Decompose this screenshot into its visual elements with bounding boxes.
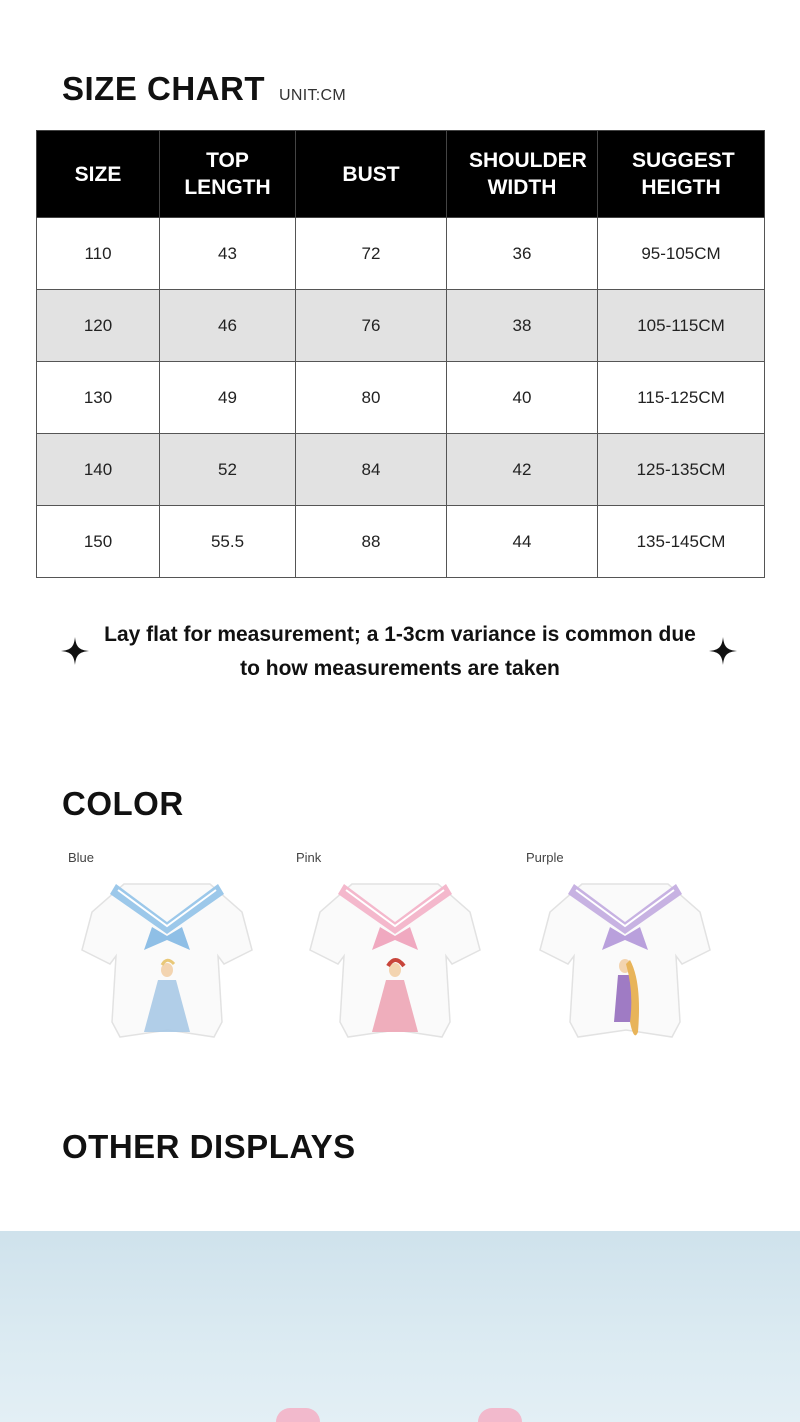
cell-suggest-height: 135-145CM [598, 506, 765, 578]
cell-suggest-height: 105-115CM [598, 290, 765, 362]
header-bust: BUST [296, 131, 447, 218]
cell-shoulder-width: 42 [447, 434, 598, 506]
cell-size: 140 [37, 434, 160, 506]
header-top-length: TOP LENGTH [160, 131, 296, 218]
pink-garment-edge [478, 1408, 522, 1422]
color-label: Purple [526, 850, 564, 865]
cell-top-length: 49 [160, 362, 296, 434]
table-row [37, 434, 765, 506]
cell-bust: 84 [296, 434, 447, 506]
cell-shoulder-width: 40 [447, 362, 598, 434]
cell-size: 150 [37, 506, 160, 578]
size-chart-unit: UNIT:CM [279, 87, 346, 104]
cell-shoulder-width: 36 [447, 218, 598, 290]
cell-size: 110 [37, 218, 160, 290]
cell-suggest-height: 115-125CM [598, 362, 765, 434]
cell-shoulder-width: 38 [447, 290, 598, 362]
cell-suggest-height: 95-105CM [598, 218, 765, 290]
photo-background [0, 1231, 800, 1422]
cell-suggest-height: 125-135CM [598, 434, 765, 506]
cell-size: 120 [37, 290, 160, 362]
header-suggest-height: SUGGEST HEIGTH [598, 131, 765, 218]
header-shoulder-width: SHOULDER WIDTH [447, 131, 598, 218]
cell-top-length: 55.5 [160, 506, 296, 578]
cell-bust: 80 [296, 362, 447, 434]
size-chart-title: SIZE CHART [62, 70, 265, 107]
sparkle-icon [708, 636, 738, 666]
cell-size: 130 [37, 362, 160, 434]
cell-shoulder-width: 44 [447, 506, 598, 578]
cell-top-length: 43 [160, 218, 296, 290]
color-option-blue[interactable] [62, 850, 262, 1050]
sparkle-icon [60, 636, 90, 666]
color-section-title: COLOR [62, 785, 184, 822]
color-option-purple[interactable] [520, 850, 720, 1050]
measurement-note [60, 618, 740, 688]
cell-bust: 88 [296, 506, 447, 578]
table-row [37, 290, 765, 362]
color-label: Blue [68, 850, 95, 865]
table-row [37, 506, 765, 578]
pink-sailor-tshirt-image [300, 872, 490, 1047]
cell-top-length: 46 [160, 290, 296, 362]
size-table [36, 130, 765, 578]
table-row [37, 218, 765, 290]
measurement-note-text: Lay flat for measurement; a 1-3cm variance is common due to how measurements are taken [104, 623, 696, 680]
cell-bust: 76 [296, 290, 447, 362]
header-size: SIZE [37, 131, 160, 218]
color-option-pink[interactable] [290, 850, 490, 1050]
cell-bust: 72 [296, 218, 447, 290]
blue-sailor-tshirt-image [72, 872, 262, 1047]
other-displays-title: OTHER DISPLAYS [62, 1128, 356, 1165]
pink-garment-edge [276, 1408, 320, 1422]
table-header-row [37, 131, 765, 218]
purple-sailor-tshirt-image [530, 872, 720, 1047]
other-displays-photo [0, 1231, 800, 1422]
cell-top-length: 52 [160, 434, 296, 506]
table-row [37, 362, 765, 434]
size-chart-heading [62, 70, 346, 108]
color-label: Pink [296, 850, 322, 865]
